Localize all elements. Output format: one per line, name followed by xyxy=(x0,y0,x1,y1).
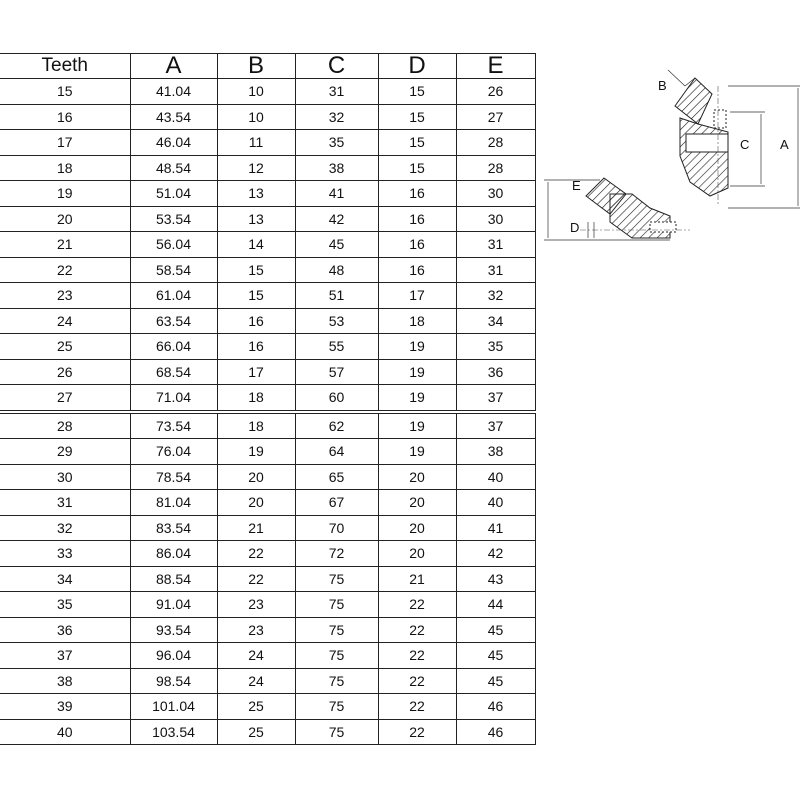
cell-e: 37 xyxy=(456,385,535,412)
cell-c: 62 xyxy=(295,412,378,439)
cell-c: 48 xyxy=(295,257,378,283)
cell-e: 30 xyxy=(456,181,535,207)
cell-teeth: 33 xyxy=(0,541,130,567)
cell-b: 16 xyxy=(217,334,295,360)
cell-b: 19 xyxy=(217,439,295,465)
cell-b: 11 xyxy=(217,130,295,156)
cell-c: 75 xyxy=(295,643,378,669)
cell-b: 13 xyxy=(217,206,295,232)
cell-d: 19 xyxy=(378,385,456,412)
table-row xyxy=(0,385,535,412)
cell-a: 103.54 xyxy=(130,719,217,745)
cell-b: 23 xyxy=(217,592,295,618)
cell-b: 25 xyxy=(217,694,295,720)
cell-e: 35 xyxy=(456,334,535,360)
cell-d: 20 xyxy=(378,541,456,567)
cell-teeth: 37 xyxy=(0,643,130,669)
cell-d: 16 xyxy=(378,181,456,207)
cell-d: 16 xyxy=(378,257,456,283)
cell-a: 93.54 xyxy=(130,617,217,643)
header-row xyxy=(0,54,535,79)
cell-d: 20 xyxy=(378,515,456,541)
upper-gear-section xyxy=(675,78,728,206)
cell-a: 43.54 xyxy=(130,104,217,130)
cell-c: 57 xyxy=(295,359,378,385)
table-row xyxy=(0,541,535,567)
lower-gear-section xyxy=(580,178,690,238)
cell-a: 51.04 xyxy=(130,181,217,207)
cell-e: 45 xyxy=(456,617,535,643)
cell-c: 75 xyxy=(295,566,378,592)
cell-e: 37 xyxy=(456,412,535,439)
cell-c: 75 xyxy=(295,668,378,694)
cell-e: 43 xyxy=(456,566,535,592)
cell-b: 18 xyxy=(217,385,295,412)
cell-c: 42 xyxy=(295,206,378,232)
cell-a: 48.54 xyxy=(130,155,217,181)
cell-e: 40 xyxy=(456,464,535,490)
header-d: D xyxy=(378,54,456,79)
dimension-lines xyxy=(544,70,800,240)
cell-c: 51 xyxy=(295,283,378,309)
cell-b: 20 xyxy=(217,464,295,490)
cell-teeth: 22 xyxy=(0,257,130,283)
table-header xyxy=(0,54,535,79)
cell-teeth: 36 xyxy=(0,617,130,643)
gear-dimension-table xyxy=(0,53,536,745)
cell-a: 58.54 xyxy=(130,257,217,283)
cell-teeth: 39 xyxy=(0,694,130,720)
cell-b: 15 xyxy=(217,257,295,283)
cell-c: 55 xyxy=(295,334,378,360)
cell-teeth: 31 xyxy=(0,490,130,516)
cell-d: 22 xyxy=(378,592,456,618)
header-e: E xyxy=(456,54,535,79)
cell-c: 31 xyxy=(295,79,378,105)
cell-a: 71.04 xyxy=(130,385,217,412)
table-row xyxy=(0,283,535,309)
cell-e: 28 xyxy=(456,130,535,156)
cell-teeth: 28 xyxy=(0,412,130,439)
cell-c: 75 xyxy=(295,694,378,720)
cell-b: 16 xyxy=(217,308,295,334)
cell-c: 53 xyxy=(295,308,378,334)
cell-a: 86.04 xyxy=(130,541,217,567)
cell-d: 22 xyxy=(378,643,456,669)
cell-e: 46 xyxy=(456,719,535,745)
cell-c: 67 xyxy=(295,490,378,516)
cell-teeth: 25 xyxy=(0,334,130,360)
table-row xyxy=(0,592,535,618)
table-row xyxy=(0,232,535,258)
cell-d: 20 xyxy=(378,490,456,516)
cell-b: 23 xyxy=(217,617,295,643)
cell-teeth: 27 xyxy=(0,385,130,412)
cell-b: 25 xyxy=(217,719,295,745)
cell-a: 88.54 xyxy=(130,566,217,592)
cell-e: 27 xyxy=(456,104,535,130)
table-row xyxy=(0,334,535,360)
cell-e: 28 xyxy=(456,155,535,181)
cell-teeth: 35 xyxy=(0,592,130,618)
table-row xyxy=(0,643,535,669)
table-row xyxy=(0,308,535,334)
cell-a: 41.04 xyxy=(130,79,217,105)
cell-teeth: 16 xyxy=(0,104,130,130)
cell-a: 73.54 xyxy=(130,412,217,439)
cell-e: 41 xyxy=(456,515,535,541)
cell-a: 83.54 xyxy=(130,515,217,541)
cell-d: 16 xyxy=(378,232,456,258)
cell-e: 32 xyxy=(456,283,535,309)
bevel-gear-diagram xyxy=(540,66,800,246)
cell-a: 68.54 xyxy=(130,359,217,385)
header-b: B xyxy=(217,54,295,79)
cell-b: 22 xyxy=(217,566,295,592)
cell-d: 15 xyxy=(378,155,456,181)
label-e: E xyxy=(572,178,581,193)
cell-teeth: 32 xyxy=(0,515,130,541)
table-row xyxy=(0,130,535,156)
cell-teeth: 15 xyxy=(0,79,130,105)
cell-d: 15 xyxy=(378,104,456,130)
cell-a: 46.04 xyxy=(130,130,217,156)
label-c: C xyxy=(740,137,750,152)
table-row xyxy=(0,668,535,694)
header-teeth: Teeth xyxy=(0,54,130,79)
cell-d: 22 xyxy=(378,668,456,694)
cell-c: 75 xyxy=(295,617,378,643)
header-a: A xyxy=(130,54,217,79)
cell-teeth: 21 xyxy=(0,232,130,258)
cell-d: 20 xyxy=(378,464,456,490)
table-row xyxy=(0,490,535,516)
cell-d: 19 xyxy=(378,334,456,360)
table-body xyxy=(0,79,535,745)
table-row xyxy=(0,515,535,541)
cell-c: 65 xyxy=(295,464,378,490)
cell-c: 72 xyxy=(295,541,378,567)
cell-c: 45 xyxy=(295,232,378,258)
cell-b: 20 xyxy=(217,490,295,516)
cell-b: 22 xyxy=(217,541,295,567)
cell-d: 21 xyxy=(378,566,456,592)
cell-b: 15 xyxy=(217,283,295,309)
cell-b: 12 xyxy=(217,155,295,181)
cell-b: 14 xyxy=(217,232,295,258)
cell-teeth: 17 xyxy=(0,130,130,156)
cell-a: 63.54 xyxy=(130,308,217,334)
cell-d: 22 xyxy=(378,719,456,745)
cell-b: 10 xyxy=(217,79,295,105)
cell-a: 91.04 xyxy=(130,592,217,618)
cell-teeth: 29 xyxy=(0,439,130,465)
cell-teeth: 24 xyxy=(0,308,130,334)
cell-b: 24 xyxy=(217,668,295,694)
cell-e: 31 xyxy=(456,257,535,283)
label-a: A xyxy=(780,137,789,152)
cell-teeth: 20 xyxy=(0,206,130,232)
cell-c: 35 xyxy=(295,130,378,156)
cell-c: 32 xyxy=(295,104,378,130)
cell-e: 44 xyxy=(456,592,535,618)
table-row xyxy=(0,617,535,643)
cell-c: 41 xyxy=(295,181,378,207)
table-row xyxy=(0,694,535,720)
cell-d: 19 xyxy=(378,359,456,385)
cell-c: 60 xyxy=(295,385,378,412)
cell-d: 15 xyxy=(378,130,456,156)
cell-e: 45 xyxy=(456,643,535,669)
table-row xyxy=(0,257,535,283)
cell-b: 17 xyxy=(217,359,295,385)
cell-e: 46 xyxy=(456,694,535,720)
cell-a: 98.54 xyxy=(130,668,217,694)
cell-d: 19 xyxy=(378,412,456,439)
cell-e: 40 xyxy=(456,490,535,516)
cell-e: 26 xyxy=(456,79,535,105)
cell-c: 70 xyxy=(295,515,378,541)
cell-a: 76.04 xyxy=(130,439,217,465)
cell-a: 66.04 xyxy=(130,334,217,360)
label-b: B xyxy=(658,78,667,93)
table-row xyxy=(0,359,535,385)
cell-d: 22 xyxy=(378,694,456,720)
table-row xyxy=(0,439,535,465)
cell-c: 64 xyxy=(295,439,378,465)
cell-b: 18 xyxy=(217,412,295,439)
cell-a: 78.54 xyxy=(130,464,217,490)
cell-teeth: 26 xyxy=(0,359,130,385)
cell-teeth: 23 xyxy=(0,283,130,309)
table-row xyxy=(0,412,535,439)
cell-e: 45 xyxy=(456,668,535,694)
cell-teeth: 38 xyxy=(0,668,130,694)
cell-e: 34 xyxy=(456,308,535,334)
table-row xyxy=(0,155,535,181)
cell-a: 61.04 xyxy=(130,283,217,309)
cell-a: 81.04 xyxy=(130,490,217,516)
cell-teeth: 34 xyxy=(0,566,130,592)
cell-teeth: 30 xyxy=(0,464,130,490)
cell-e: 36 xyxy=(456,359,535,385)
cell-a: 56.04 xyxy=(130,232,217,258)
table-row xyxy=(0,181,535,207)
cell-c: 75 xyxy=(295,719,378,745)
cell-c: 38 xyxy=(295,155,378,181)
cell-a: 96.04 xyxy=(130,643,217,669)
cell-b: 13 xyxy=(217,181,295,207)
cell-d: 19 xyxy=(378,439,456,465)
header-c: C xyxy=(295,54,378,79)
cell-a: 101.04 xyxy=(130,694,217,720)
cell-b: 21 xyxy=(217,515,295,541)
cell-teeth: 18 xyxy=(0,155,130,181)
cell-a: 53.54 xyxy=(130,206,217,232)
cell-d: 18 xyxy=(378,308,456,334)
cell-c: 75 xyxy=(295,592,378,618)
cell-d: 17 xyxy=(378,283,456,309)
cell-d: 22 xyxy=(378,617,456,643)
table-row xyxy=(0,464,535,490)
table-row xyxy=(0,104,535,130)
cell-teeth: 40 xyxy=(0,719,130,745)
cell-e: 42 xyxy=(456,541,535,567)
cell-e: 38 xyxy=(456,439,535,465)
cell-d: 16 xyxy=(378,206,456,232)
table-row xyxy=(0,566,535,592)
label-d: D xyxy=(570,220,580,235)
table-row xyxy=(0,206,535,232)
table-row xyxy=(0,719,535,745)
cell-e: 31 xyxy=(456,232,535,258)
cell-b: 24 xyxy=(217,643,295,669)
cell-e: 30 xyxy=(456,206,535,232)
cell-teeth: 19 xyxy=(0,181,130,207)
table-row xyxy=(0,79,535,105)
cell-d: 15 xyxy=(378,79,456,105)
cell-b: 10 xyxy=(217,104,295,130)
